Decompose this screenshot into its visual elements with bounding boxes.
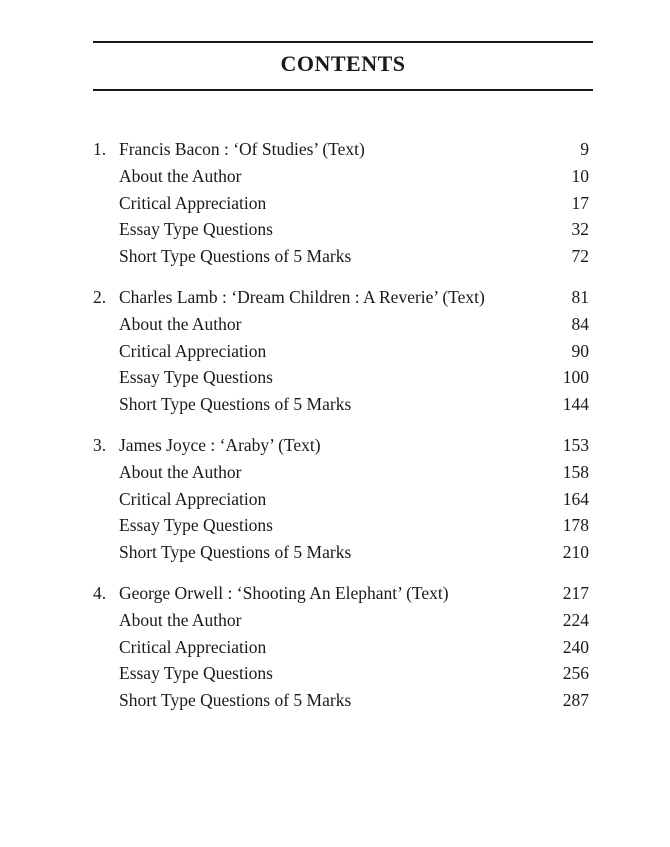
- section-number: 1.: [93, 139, 107, 159]
- toc-entry[interactable]: [93, 311, 589, 338]
- entry-label: Essay Type Questions: [119, 219, 273, 240]
- entry-label: Charles Lamb : ‘Dream Children : A Reverie’ (Text): [119, 286, 485, 307]
- entry-label: Critical Appreciation: [119, 488, 267, 509]
- entry-label: Essay Type Questions: [119, 367, 273, 388]
- toc-entry[interactable]: [93, 364, 589, 391]
- toc-entry[interactable]: [93, 580, 589, 607]
- toc-entry[interactable]: [93, 243, 589, 270]
- toc-section-1: [93, 136, 589, 270]
- contents-header: [93, 41, 593, 91]
- toc-entry[interactable]: [93, 163, 589, 190]
- toc-entry[interactable]: [93, 338, 589, 365]
- entry-page: 81: [571, 286, 589, 307]
- entry-label: James Joyce : ‘Araby’ (Text): [119, 434, 321, 455]
- toc-entry[interactable]: [93, 486, 589, 513]
- toc-entry[interactable]: [93, 136, 589, 163]
- toc-entry[interactable]: [93, 190, 589, 217]
- entry-page: 72: [571, 246, 589, 267]
- entry-page: 240: [562, 636, 589, 657]
- entry-page: 153: [562, 434, 589, 455]
- toc-entry[interactable]: [93, 512, 589, 539]
- toc-entry[interactable]: [93, 634, 589, 661]
- toc-section-4: [93, 580, 589, 714]
- entry-page: 287: [562, 690, 589, 711]
- toc-entry[interactable]: [93, 687, 589, 714]
- entry-page: 17: [571, 192, 589, 213]
- entry-page: 144: [562, 394, 589, 415]
- entry-label: About the Author: [119, 461, 242, 482]
- entry-page: 158: [562, 461, 589, 482]
- toc-entry[interactable]: [93, 284, 589, 311]
- section-number: 4.: [93, 582, 107, 603]
- entry-label: About the Author: [119, 609, 242, 630]
- toc-entry[interactable]: [93, 539, 589, 566]
- entry-page: 84: [571, 313, 589, 334]
- entry-label: Critical Appreciation: [119, 636, 267, 657]
- toc-section-2: [93, 284, 589, 418]
- entry-label: Essay Type Questions: [119, 515, 273, 536]
- entry-label: About the Author: [119, 313, 242, 334]
- table-of-contents: [93, 136, 589, 728]
- entry-page: 10: [571, 165, 589, 186]
- section-number: 3.: [93, 434, 107, 455]
- entry-page: 90: [571, 340, 589, 361]
- section-number: 2.: [93, 286, 107, 307]
- entry-label: Francis Bacon : ‘Of Studies’ (Text): [119, 139, 365, 159]
- entry-label: George Orwell : ‘Shooting An Elephant’ (Text): [119, 582, 449, 603]
- toc-entry[interactable]: [93, 459, 589, 486]
- toc-section-3: [93, 432, 589, 566]
- entry-label: Short Type Questions of 5 Marks: [119, 690, 352, 711]
- entry-page: 100: [562, 367, 589, 388]
- toc-entry[interactable]: [93, 432, 589, 459]
- entry-page: 256: [562, 663, 589, 684]
- toc-entry[interactable]: [93, 216, 589, 243]
- entry-label: Critical Appreciation: [119, 192, 267, 213]
- entry-label: Critical Appreciation: [119, 340, 267, 361]
- entry-label: Short Type Questions of 5 Marks: [119, 246, 352, 267]
- entry-page: 178: [562, 515, 589, 536]
- entry-page: 164: [562, 488, 589, 509]
- entry-label: Short Type Questions of 5 Marks: [119, 394, 352, 415]
- entry-page: 217: [562, 582, 589, 603]
- entry-label: About the Author: [119, 165, 242, 186]
- entry-page: 32: [571, 219, 589, 240]
- toc-entry[interactable]: [93, 660, 589, 687]
- entry-page: 9: [580, 139, 589, 159]
- entry-page: 210: [562, 542, 589, 563]
- entry-page: 224: [562, 609, 589, 630]
- entry-label: Essay Type Questions: [119, 663, 273, 684]
- toc-entry[interactable]: [93, 391, 589, 418]
- toc-entry[interactable]: [93, 607, 589, 634]
- entry-label: Short Type Questions of 5 Marks: [119, 542, 352, 563]
- page-title: CONTENTS: [280, 51, 406, 76]
